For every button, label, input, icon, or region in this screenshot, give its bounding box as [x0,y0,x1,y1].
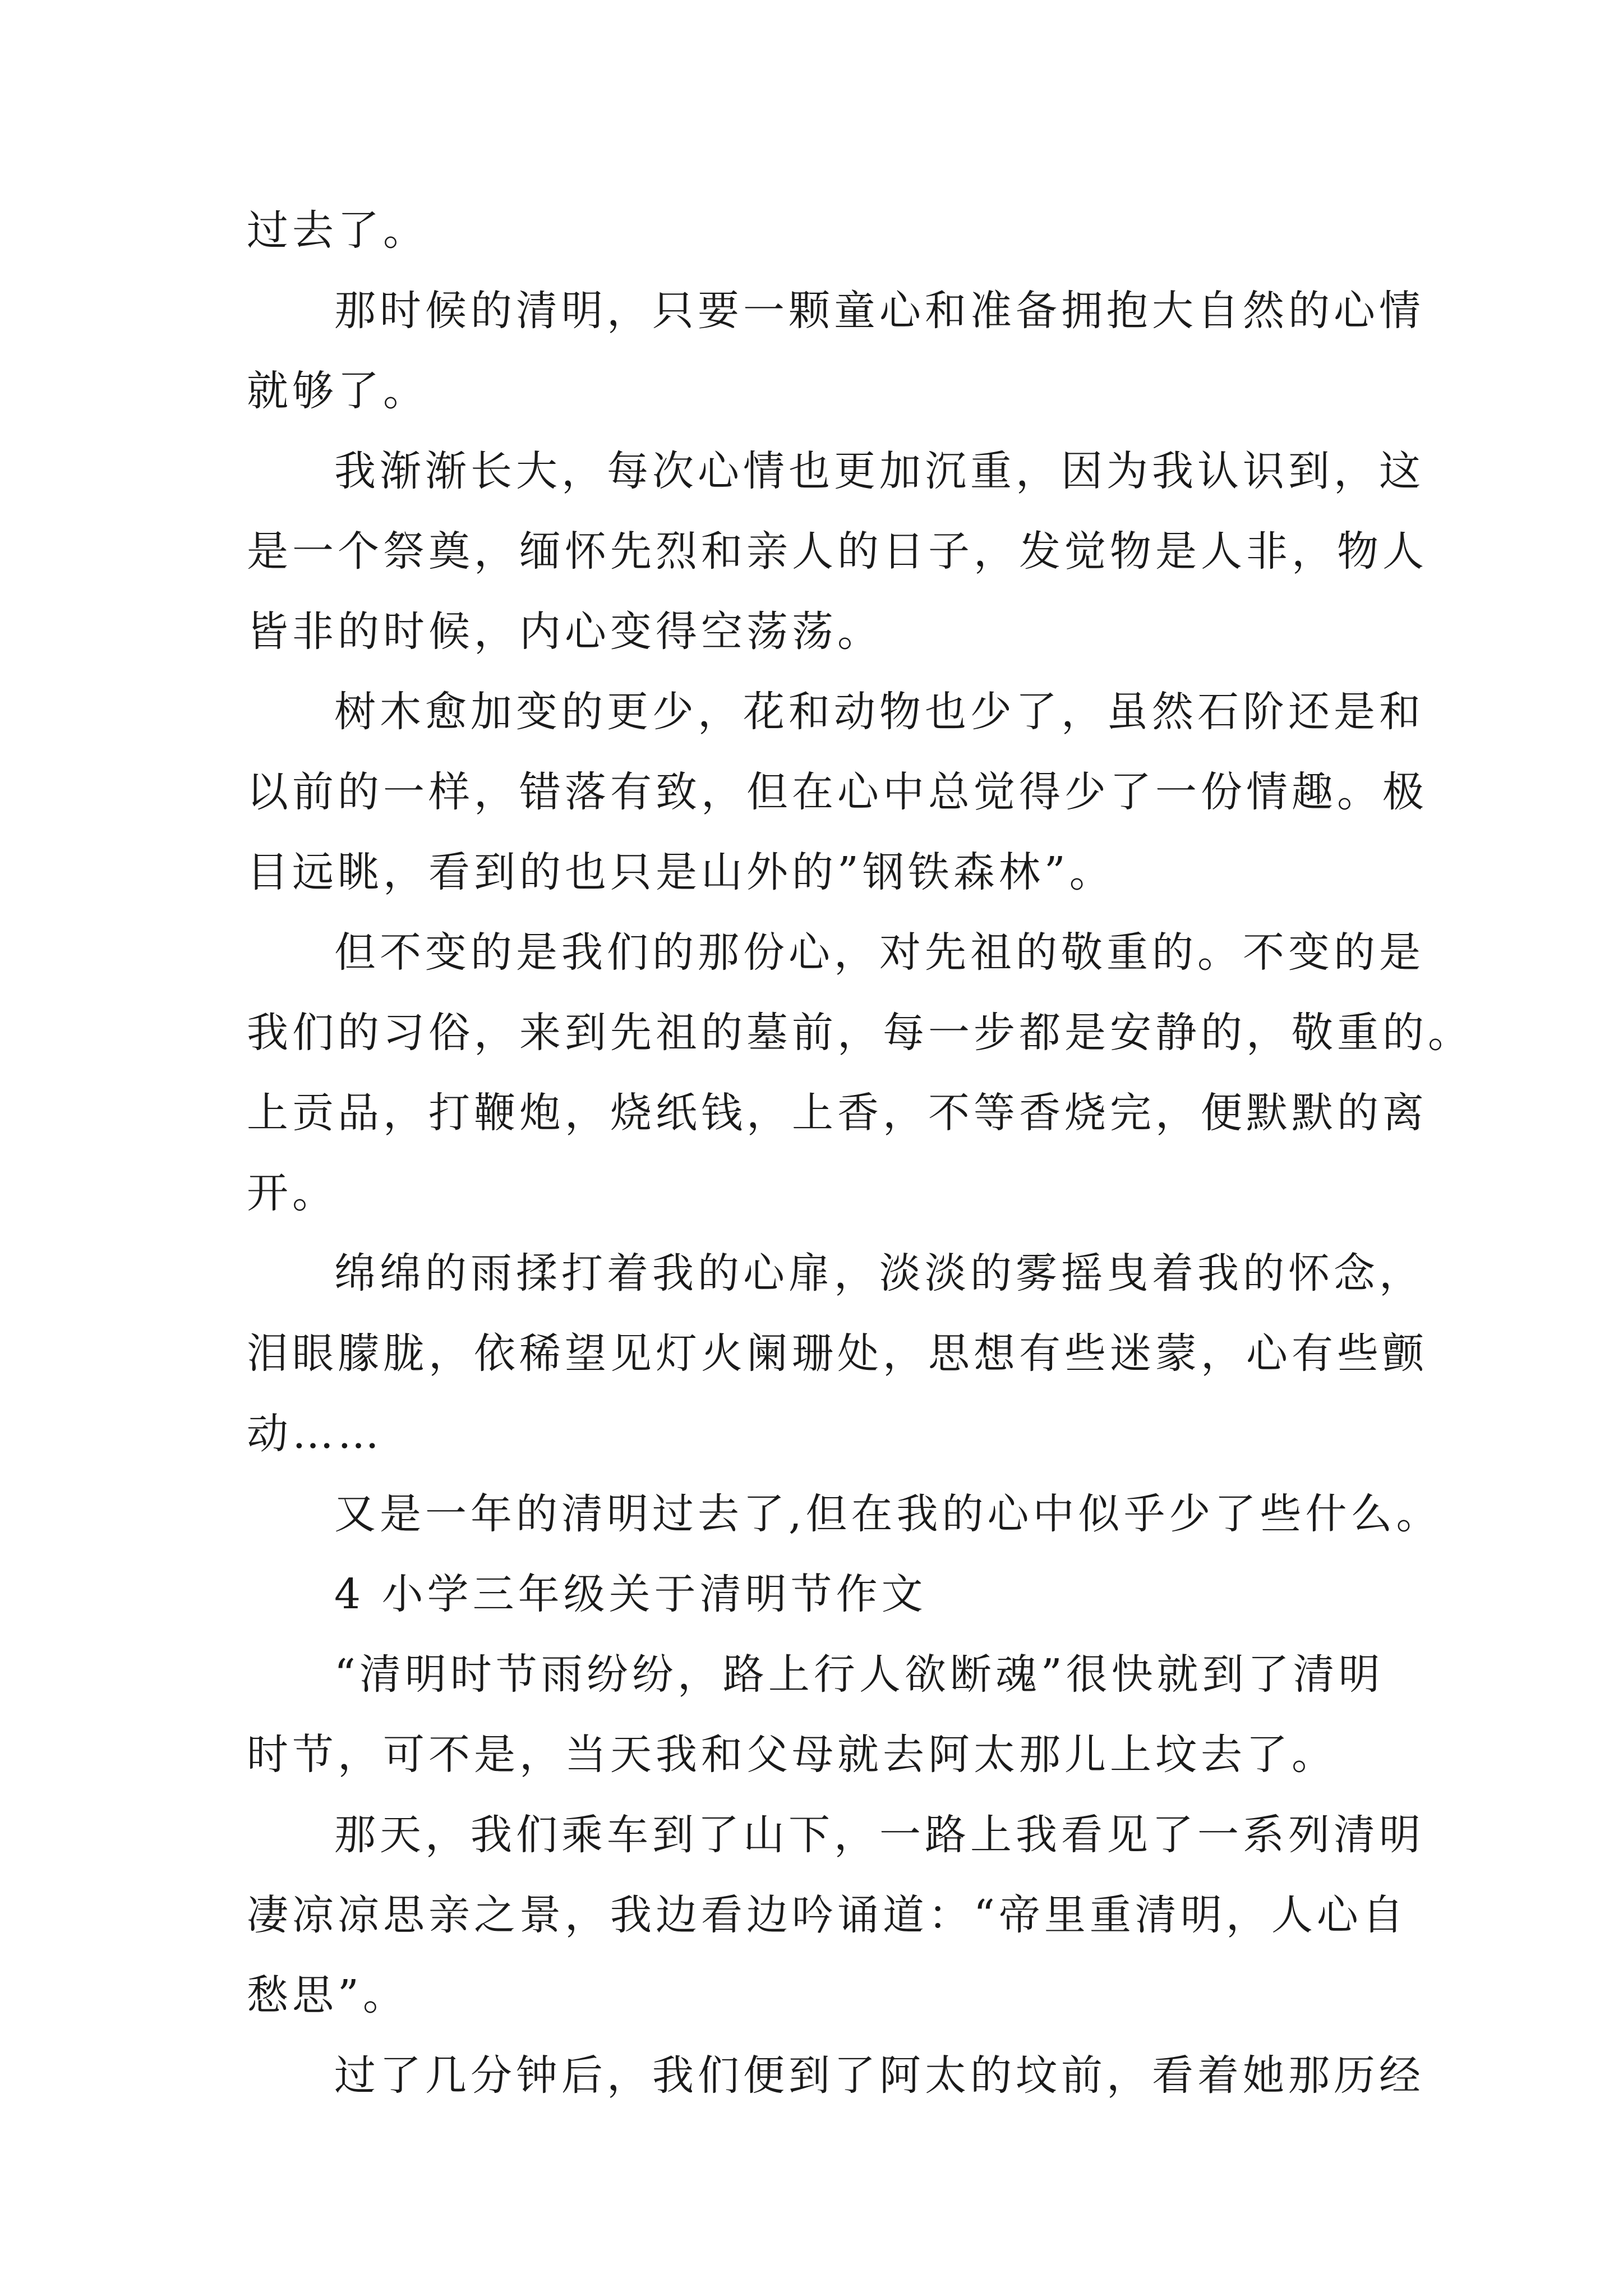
document-body [247,191,1473,2116]
text-line: 开。 [247,1169,338,1217]
text-line: “清明时节雨纷纷，路上行人欲断魂”很快就到了清明 [334,1650,1384,1699]
text-line: 就够了。 [247,367,428,415]
text-line: 过去了。 [247,206,428,255]
text-line: 是一个祭奠，缅怀先烈和亲人的日子，发觉物是人非，物人 [247,527,1428,576]
text-line: 皆非的时候，内心变得空荡荡。 [247,608,883,656]
text-line: 凄凉凉思亲之景，我边看边吟诵道：“帝里重清明，人心自 [247,1891,1408,1939]
text-line: 又是一年的清明过去了,但在我的心中似乎少了些什么。 [334,1490,1442,1538]
text-line: 愁思”。 [247,1971,408,2019]
text-line: 但不变的是我们的那份心，对先祖的敬重的。不变的是 [334,928,1424,977]
text-line: 过了几分钟后，我们便到了阿太的坟前，看着她那历经 [334,2051,1424,2100]
text-line: 那天，我们乘车到了山下，一路上我看见了一系列清明 [334,1811,1424,1859]
text-line: 树木愈加变的更少，花和动物也少了，虽然石阶还是和 [334,688,1424,736]
text-line: 绵绵的雨揉打着我的心扉，淡淡的雾摇曳着我的怀念， [334,1249,1424,1297]
text-line: 动…… [247,1410,383,1458]
text-line: 时节，可不是，当天我和父母就去阿太那儿上坟去了。 [247,1731,1337,1779]
text-line: 以前的一样，错落有致，但在心中总觉得少了一份情趣。极 [247,768,1428,816]
text-line: 我渐渐长大，每次心情也更加沉重，因为我认识到，这 [334,447,1424,495]
text-line: 泪眼朦胧，依稀望见灯火阑珊处，思想有些迷蒙，心有些颤 [247,1329,1428,1378]
text-line: 目远眺，看到的也只是山外的”钢铁森林”。 [247,848,1115,896]
text-line: 那时候的清明，只要一颗童心和准备拥抱大自然的心情 [334,287,1424,335]
section-heading: 4 小学三年级关于清明节作文 [334,1570,927,1618]
text-line: 上贡品，打鞭炮，烧纸钱，上香，不等香烧完，便默默的离 [247,1089,1428,1137]
text-line: 我们的习俗，来到先祖的墓前，每一步都是安静的，敬重的。 [247,1009,1473,1057]
